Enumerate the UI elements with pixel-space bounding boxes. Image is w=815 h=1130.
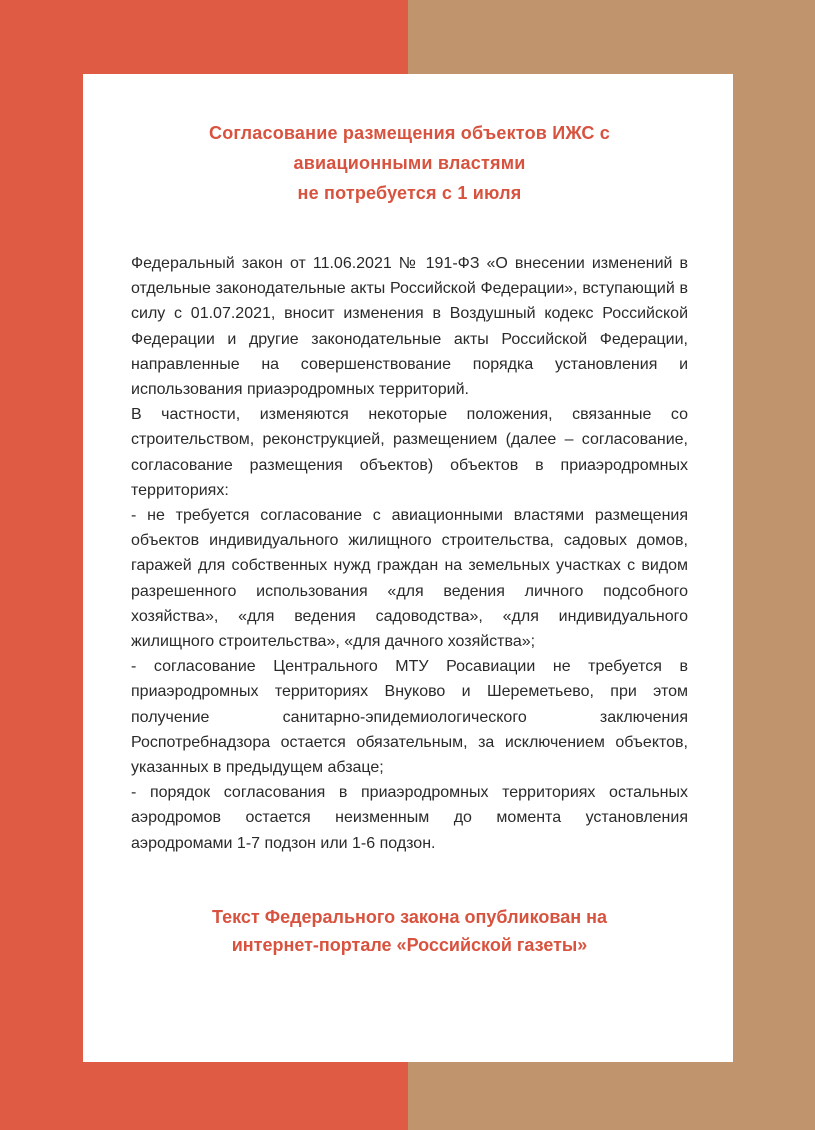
paragraph-item-other-airfields: - порядок согласования в приаэродромных территориях остальных аэродромов остается неизменным до момента установления аэродромами 1-7 подзон или 1-6 подзон.	[131, 784, 688, 852]
title-line-1: Согласование размещения объектов ИЖС с	[209, 123, 610, 143]
footer-line-1: Текст Федерального закона опубликован на	[212, 906, 607, 927]
paragraph-law-intro: Федеральный закон от 11.06.2021 № 191-ФЗ «О внесении изменений в отдельные законодательные акты Российской Федерации», вступающий в силу с 01.07.2021, вносит изменения в Воздушный кодекс Российской Федерации и другие законодательные акты Российской Федерации, направленные на совершенствование порядка установления и использования приаэродромных территорий.	[131, 255, 688, 399]
footer-line-2: интернет-портале «Российской газеты»	[231, 934, 588, 955]
document-body	[131, 251, 688, 856]
title-line-3: не потребуется с 1 июля	[297, 183, 522, 203]
paragraph-item-no-approval: - не требуется согласование с авиационными властями размещения объектов индивидуального жилищного строительства, садовых домов, гаражей для собственных нужд граждан на земельных участках с видом разрешенного использования «для ведения личного подсобного хозяйства», «для ведения садоводства», «для индивидуального жилищного строительства», «для дачного хозяйства»;	[131, 507, 688, 651]
paragraph-item-vnukovo-sheremetyevo: - согласование Центрального МТУ Росавиации не требуется в приаэродромных территориях Внуково и Шереметьево, при этом получение санитарно-эпидемиологического заключения Роспотребнадзора остается обязательным, за исключением объектов, указанных в предыдущем абзаце;	[131, 658, 688, 777]
document-footer-note	[131, 903, 688, 959]
document-title	[131, 118, 688, 208]
paragraph-changes: В частности, изменяются некоторые положения, связанные со строительством, реконструкцией, размещением (далее – согласование, согласование размещения объектов) объектов в приаэродромных территориях:	[131, 406, 688, 499]
document-card	[83, 74, 733, 1062]
title-line-2: авиационными властями	[293, 153, 526, 173]
